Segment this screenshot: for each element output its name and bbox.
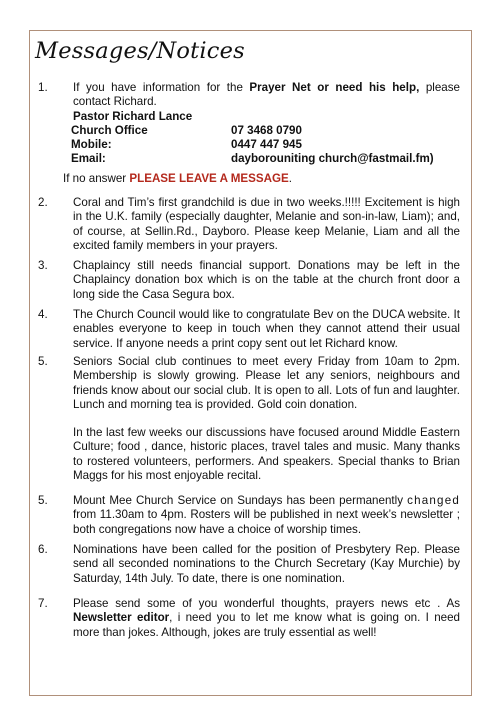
item-number: 2. <box>38 196 48 209</box>
notice-item-prayer-net <box>38 81 460 167</box>
email-address: dayborouniting church@fastmail.fm) <box>231 152 434 166</box>
notice-item-seniors-club <box>38 355 460 483</box>
item-number: 6. <box>38 543 48 556</box>
item-text-continued: In the last few weeks our discussions have focused around Middle Eastern Culture; food , dance, historic places, travel tales and music. Many thanks to rostered volunteers, performers. And speakers. Special thanks to Brian Maggs for his most enjoyable recital. <box>73 426 460 483</box>
item-text: The Church Council would like to congratulate Bev on the DUCA website. It enables everyone to keep in touch when they cannot attend their usual service. If anyone needs a print copy sent out let Richard know. <box>73 308 460 350</box>
contact-row-office: Church Office 07 3468 0790 <box>71 123 302 137</box>
notice-item-nominations <box>38 543 460 586</box>
item-number: 3. <box>38 259 48 272</box>
page-title: Messages/Notices <box>35 38 245 64</box>
item-text: If you have information for the Prayer Net or need his help, please contact Richard. <box>73 81 460 109</box>
item-number: 4. <box>38 308 48 321</box>
item-text: Nominations have been called for the position of Presbytery Rep. Please send all seconded nominations to the Church Secretary (Kay Murchie) by Saturday, 14th July. To date, there is one nomination. <box>73 543 460 585</box>
item-number: 5. <box>38 494 48 507</box>
item-text: Coral and Tim’s first grandchild is due in two weeks.!!!!! Excitement is high in the U.K. family (especially daughter, Melanie and son-in-law, Liam); and, of course, at Sellin.Rd., Dayboro. Please keep Melanie, Liam and all the excited family members in your prayers. <box>73 196 460 252</box>
pastor-name: Pastor Richard Lance <box>73 109 193 123</box>
item-number: 5. <box>38 355 48 368</box>
notice-item-mount-mee <box>38 494 460 537</box>
item-text: Seniors Social club continues to meet every Friday from 10am to 2pm. Membership is slowly growing. Please let any seniors, neighbours and friends know about our social club. It is open to all. Lots of fun and laughter. Lunch and morning tea is provided. Gold coin donation. <box>73 355 460 411</box>
contact-row-email: Email: dayborouniting church@fastmail.fm) <box>71 152 434 166</box>
contact-row-mobile: Mobile: 0447 447 945 <box>71 138 302 152</box>
item-text: Mount Mee Church Service on Sundays has been permanently changed from 11.30am to 4pm. Rosters will be published in next week’s newsletter ; both congregations now have a choice of worship times. <box>73 494 460 536</box>
item-text: Please send some of you wonderful thoughts, prayers news etc . As Newsletter editor, i need you to let me know what is going on. I need more than jokes. Although, jokes are truly essential as well! <box>73 597 460 639</box>
notice-item-newsletter <box>38 597 460 640</box>
notice-item-website <box>38 308 460 351</box>
notice-item-chaplaincy <box>38 259 460 302</box>
item-text: Chaplaincy still needs financial support. Donations may be left in the Chaplaincy donation box which is on the table at the church front door a long side the Casa Segura box. <box>73 259 460 301</box>
item-number: 7. <box>38 597 48 610</box>
item-number: 1. <box>38 81 48 94</box>
no-answer-note: If no answer PLEASE LEAVE A MESSAGE. <box>63 172 292 185</box>
leave-message-warning: PLEASE LEAVE A MESSAGE <box>129 172 289 185</box>
contact-block <box>71 110 460 167</box>
notice-item-grandchild <box>38 196 460 253</box>
